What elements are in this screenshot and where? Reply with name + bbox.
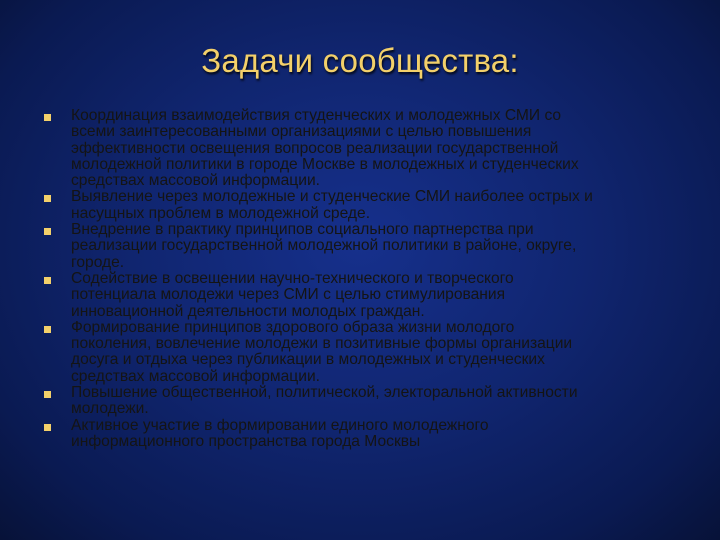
list-item [44,222,704,271]
list-item [44,418,704,451]
square-bullet-icon [44,391,51,398]
slide-title: Задачи сообщества: [201,42,519,79]
square-bullet-icon [44,326,51,333]
list-item-text: Повышение общественной, политической, электоральной активности молодежи. [71,384,578,418]
list-item-text: Выявление через молодежные и студенческие СМИ наиболее острых и насущных проблем в молодежной среде. [71,188,593,222]
square-bullet-icon [44,424,51,431]
list-item-text: Внедрение в практику принципов социального партнерства при реализации государственной молодежной политики в районе, округе, городе. [71,221,577,271]
square-bullet-icon [44,114,51,121]
square-bullet-icon [44,195,51,202]
list-item-text: Формирование принципов здорового образа жизни молодого поколения, вовлечение молодежи в позитивные формы организации досуга и отдыха через публикации в молодежных и студенческих средствах массовой информации. [71,318,573,385]
list-item [44,189,704,222]
list-item [44,108,704,189]
list-item [44,271,704,320]
list-item-text: Содействие в освещении научно-технического и творческого потенциала молодежи через СМИ с целью стимулирования инновационной деятельности молодых граждан. [71,269,514,320]
task-list [44,108,704,450]
list-item-text: Активное участие в формировании единого молодежного информационного пространства города Москвы [71,416,489,450]
list-item [44,320,704,385]
square-bullet-icon [44,228,51,235]
list-item [44,385,704,418]
square-bullet-icon [44,277,51,284]
list-item-text: Координация взаимодействия студенческих и молодежных СМИ со всеми заинтересованными организациями с целью повышения эффективности освещения вопросов реализации государственной молодежной политики в городе Москве в молодежных и студенческих средствах массовой информации. [71,107,579,190]
